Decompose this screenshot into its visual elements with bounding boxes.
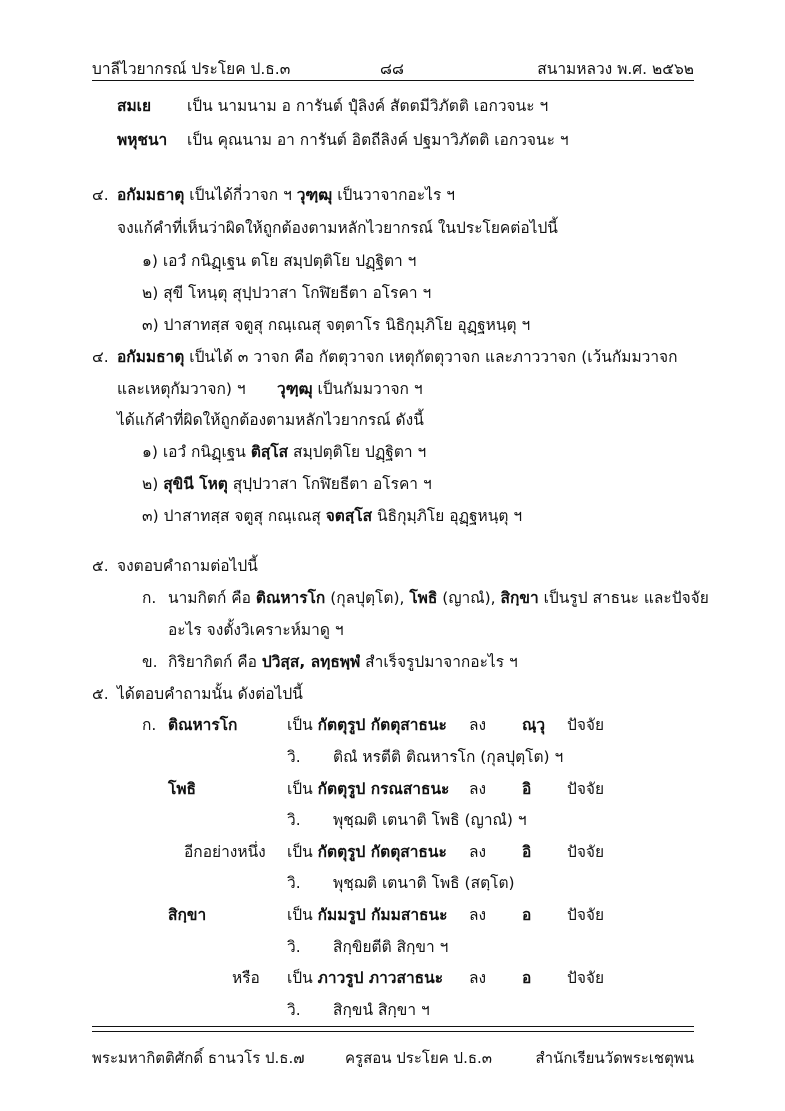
a4-s2-bold: สุขินี โหตุ	[163, 475, 228, 493]
a4-s1-post: สมฺปตฺติโย ปฏฺฐิตา ฯ	[288, 443, 427, 461]
a5-r1-pac-text: ณฺวุ	[522, 716, 546, 734]
a5-r1-long: ลง	[469, 716, 487, 734]
footer-rule-1	[92, 1026, 694, 1027]
a4-sentence-1	[142, 442, 426, 462]
a5-r4-pac-text: อ	[522, 906, 532, 924]
a5-r1-suffix: ปัจจัย	[567, 716, 605, 734]
a5-r4-suffix: ปัจจัย	[567, 906, 605, 924]
a5-r3-pen: เป็น	[287, 843, 318, 861]
a5-r1-pen: เป็น	[287, 716, 318, 734]
a5-r3-pac	[522, 842, 531, 862]
a5-r4-v: สิกฺขิยตีติ สิกฺขา ฯ	[333, 938, 449, 956]
a4-sentence-3	[142, 506, 522, 526]
header-rule	[92, 80, 694, 81]
a5-r5-term: หรือ	[232, 969, 260, 987]
q5-b-pre: กิริยากิตก์ คือ	[168, 653, 262, 671]
a5-r4-pac	[522, 905, 531, 925]
block1-line1-desc: เป็น นามนาม อ การันต์ ปุํลิงค์ สัตตมีวิภัตติ เอกวจนะ ฯ	[187, 97, 549, 115]
a5-r2-vi: วิ.	[287, 811, 301, 829]
a5-r4-pen: เป็น	[287, 906, 318, 924]
q5-title: จงตอบคำถามต่อไปนี้	[117, 557, 258, 575]
footer-center: ครูสอน ประโยค ป.ธ.๓	[345, 1049, 493, 1067]
a5-r3-suffix: ปัจจัย	[567, 843, 605, 861]
a5-r5-pac	[522, 968, 531, 988]
a5-r1-pac	[522, 715, 545, 735]
a5-r4-term-text: สิกฺขา	[168, 906, 207, 924]
a5-r2-long: ลง	[469, 780, 487, 798]
q5-a-post: เป็นรูป สาธนะ และปัจจัย	[538, 589, 709, 607]
footer-right: สำนักเรียนวัดพระเชตุพน	[535, 1049, 694, 1067]
a4-s1-pre: ๑) เอวํ กนิฏฺเฐน	[142, 443, 251, 461]
q4-text-a: เป็นได้กี่วาจก ฯ	[184, 186, 297, 204]
q4-term-b: วุฑฺฒุ	[296, 186, 333, 204]
a5-r2-v: พุชฺฌติ เตนาติ โพธิ (ญาณํ) ฯ	[333, 811, 527, 829]
a5-r1-rup	[287, 715, 447, 735]
a5-r5-suffix: ปัจจัย	[567, 969, 605, 987]
a4-s3-bold: จตสฺโส	[325, 507, 373, 525]
a5-title: ได้ตอบคำถามนั้น ดังต่อไปนี้	[117, 685, 303, 703]
q5-b-label: ข.	[142, 653, 158, 671]
q5-a-text	[168, 588, 709, 608]
a5-r2-pac	[522, 779, 531, 799]
header-right: สนามหลวง พ.ศ. ๒๕๖๒	[537, 60, 694, 78]
a5-r2-pen: เป็น	[287, 780, 318, 798]
a5-r3-v: พุชฺฌติ เตนาติ โพธิ (สตฺโต)	[333, 874, 515, 892]
q4-term-a: อกัมมธาตุ	[117, 186, 185, 204]
footer-left: พระมหากิตติศักดิ์ ธานวโร ป.ธ.๗	[92, 1049, 305, 1067]
a4-s3-pre: ๓) ปาสาทสฺส จตูสุ กณฺเณสุ	[142, 507, 326, 525]
a5-r5-long: ลง	[469, 969, 487, 987]
a4-s1-bold: ติสฺโส	[250, 443, 289, 461]
a5-r4-vi: วิ.	[287, 938, 301, 956]
a4-term-b: วุฑฺฒุ	[277, 380, 313, 398]
q4-text-b: เป็นวาจากอะไร ฯ	[332, 186, 455, 204]
a4-s3-post: นิธิกุมฺภิโย อุฏฺฐหนฺตุ ฯ	[372, 507, 523, 525]
a4-number: ๔.	[92, 348, 109, 366]
a5-r2-suffix: ปัจจัย	[567, 780, 605, 798]
a5-label: ก.	[142, 716, 157, 734]
q5-number: ๕.	[92, 557, 109, 575]
a5-r1-term-text: ติณหารโก	[168, 716, 238, 734]
q5-a-b1: ติณหารโก	[255, 589, 326, 607]
q5-a-b2: โพธิ	[409, 589, 438, 607]
term-samaye: สมเย	[117, 97, 152, 115]
a4-instruction: ได้แก้คำที่ผิดให้ถูกต้องตามหลักไวยากรณ์ ดังนี้	[117, 411, 424, 429]
q5-b-text	[168, 652, 518, 672]
q5-a-pre: นามกิตก์ คือ	[168, 589, 256, 607]
a5-r3-rup	[287, 842, 447, 862]
a5-r4-long: ลง	[469, 906, 487, 924]
page-number: ๘๘	[380, 60, 404, 78]
a4-sentence-2	[142, 474, 432, 494]
q4-instruction: จงแก้คำที่เห็นว่าผิดให้ถูกต้องตามหลักไวยากรณ์ ในประโยคต่อไปนี้	[117, 219, 558, 237]
a5-r2-pac-text: อิ	[522, 780, 532, 798]
block1-line1	[117, 96, 151, 116]
term-phahuchana: พหุชนา	[117, 131, 168, 149]
q5-a-cont: อะไร จงตั้งวิเคราะห์มาดู ฯ	[168, 621, 344, 639]
q5-a-label: ก.	[142, 589, 157, 607]
a4-s2-post: สุปฺปวาสา โกฬิยธีตา อโรคา ฯ	[227, 475, 432, 493]
a4-term: อกัมมธาตุ	[117, 348, 185, 366]
q5-b-bold: ปวิสฺส, ลทฺธพฺพํ	[261, 653, 361, 671]
a5-r5-pen: เป็น	[287, 969, 318, 987]
a4-cont: และเหตุกัมวาจก) ฯ	[117, 380, 246, 398]
q4-question	[117, 185, 455, 205]
block1-line2	[117, 130, 167, 150]
a5-r5-rup	[287, 968, 443, 988]
a5-r1-vi: วิ.	[287, 748, 301, 766]
a5-r1-v: ติณํ หรตีติ ติณหารโก (กุลปุตฺโต) ฯ	[333, 748, 564, 766]
a5-r2-term	[168, 779, 196, 799]
q5-a-m2: (ญาณํ),	[437, 589, 501, 607]
q4-sentence-2: ๒) สุขี โหนฺตุ สุปฺปวาสา โกฬิยธีตา อโรคา ฯ	[142, 284, 432, 302]
a5-r4-rup-text: กัมมรูป กัมมสาธนะ	[317, 906, 448, 924]
a4-text-b: เป็นกัมมวาจก ฯ	[312, 380, 423, 398]
a5-r2-rup-text: กัตตุรูป กรณสาธนะ	[317, 780, 450, 798]
a5-r1-term	[168, 715, 237, 735]
a5-r5-v: สิกฺขนํ สิกฺขา ฯ	[333, 1001, 430, 1019]
a5-r3-long: ลง	[469, 843, 487, 861]
a5-r5-vi: วิ.	[287, 1001, 301, 1019]
a5-r4-term	[168, 905, 206, 925]
q4-sentence-1: ๑) เอวํ กนิฏฺเฐน ตโย สมฺปตฺติโย ปฏฺฐิตา ฯ	[142, 252, 417, 270]
a4-s2-pre: ๒)	[142, 475, 164, 493]
q5-b-post: สำเร็จรูปมาจากอะไร ฯ	[360, 653, 518, 671]
a5-r5-rup-text: ภาวรูป ภาวสาธนะ	[317, 969, 444, 987]
a4-line2b	[277, 379, 423, 399]
block1-line2-desc: เป็น คุณนาม อา การันต์ อิตถีลิงค์ ปฐมาวิภัตติ เอกวจนะ ฯ	[187, 131, 569, 149]
a5-r4-rup	[287, 905, 447, 925]
a5-r3-pac-text: อิ	[522, 843, 532, 861]
footer-rule-2	[92, 1031, 694, 1032]
a4-text: เป็นได้ ๓ วาจก คือ กัตตุวาจก เหตุกัตตุวาจก และภาววาจก (เว้นกัมมวาจก	[184, 348, 678, 366]
a5-r2-rup	[287, 779, 449, 799]
a5-r3-vi: วิ.	[287, 874, 301, 892]
header-left: บาลีไวยากรณ์ ประโยค ป.ธ.๓	[92, 60, 291, 78]
a5-r5-pac-text: อ	[522, 969, 532, 987]
a5-r1-rup-text: กัตตุรูป กัตตุสาธนะ	[317, 716, 447, 734]
a4-line1	[117, 347, 678, 367]
q4-number: ๔.	[92, 186, 109, 204]
q4-sentence-3: ๓) ปาสาทสฺส จตูสุ กณฺเณสุ จตฺตาโร นิธิกุมฺภิโย อุฏฺฐหนฺตุ ฯ	[142, 316, 531, 334]
a5-r3-rup-text: กัตตุรูป กัตตุสาธนะ	[317, 843, 447, 861]
a5-r2-term-text: โพธิ	[168, 780, 197, 798]
q5-a-m1: (กุลปุตฺโต),	[325, 589, 410, 607]
q5-a-b3: สิกฺขา	[500, 589, 539, 607]
a5-r3-term: อีกอย่างหนึ่ง	[184, 843, 266, 861]
a5-number: ๕.	[92, 685, 109, 703]
